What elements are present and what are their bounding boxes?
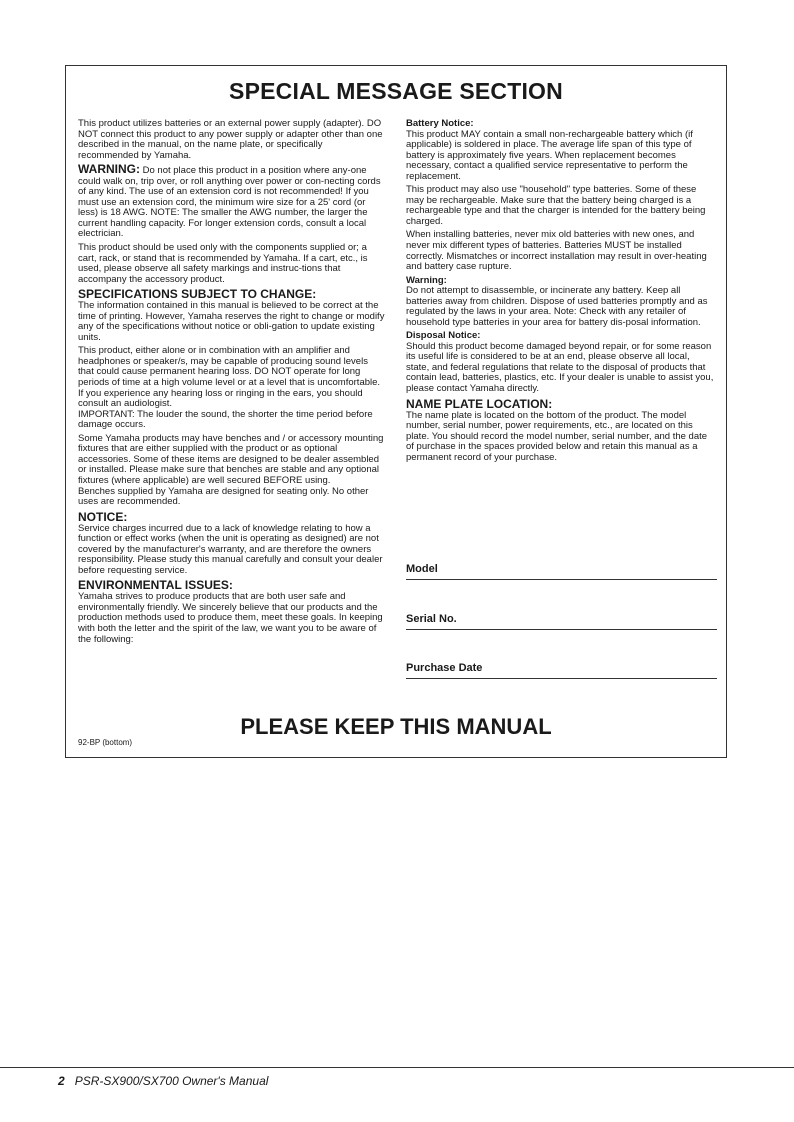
page-number: 2: [58, 1074, 65, 1088]
specifications-paragraph: The information contained in this manual is believed to be correct at the time of printing. However, Yamaha reserves the right to change or modify any of the specifications without notice or obli-gation to update existing units.: [78, 300, 385, 343]
specifications-heading: SPECIFICATIONS SUBJECT TO CHANGE:: [78, 287, 317, 302]
purchase-date-label: Purchase Date: [406, 662, 483, 674]
footer-rule: [0, 1067, 794, 1068]
battery-warning-paragraph: Do not attempt to disassemble, or incinerate any battery. Keep all batteries away from children. Dispose of used batteries promptly and as regulated by the laws in your area. Note: Check with any retailer of household type batteries in your area for battery dis-posal information.: [406, 285, 708, 328]
battery-paragraph-2: This product may also use "household" type batteries. Some of these may be rechargeable. Make sure that the battery being charged is a rechargeable type and that the charger is intended for the battery being charged.: [406, 184, 706, 227]
environmental-paragraph: Yamaha strives to produce products that are both user safe and environmentally friendly. We sincerely believe that our products and the production methods used to produce them, meet these goals. In keeping with both the letter and the spirit of the law, we want you to be aware of the following:: [78, 591, 383, 645]
serial-line: [406, 629, 717, 630]
battery-paragraph-1: This product MAY contain a small non-rechargeable battery which (if applicable) is soldered in place. The average life span of this type of battery is approximately five years. When replacement becomes necessary, contact a qualified service representative to perform the replacement.: [406, 128, 693, 182]
document-code: 92-BP (bottom): [78, 738, 133, 747]
hearing-paragraph: This product, either alone or in combination with an amplifier and headphones or speaker/s, may be capable of producing sound levels that could cause permanent hearing loss. DO NOT operate for long periods of time at a high volume level or at a level that is uncomfortable. If you experience any hearing loss or ringing in the ears, you should consult an audiologist.: [78, 345, 381, 410]
section-title: SPECIAL MESSAGE SECTION: [229, 78, 563, 104]
notice-paragraph: Service charges incurred due to a lack of knowledge relating to how a function or effect works (when the unit is operating as designed) are not covered by the manufacturer's warranty, and are therefore the owners responsibility. Please study this manual carefully and consult your dealer before requesting service.: [78, 522, 383, 576]
warning-heading: Warning:: [406, 274, 447, 286]
battery-heading: Battery Notice:: [406, 118, 474, 129]
name-plate-paragraph: The name plate is located on the bottom of the product. The model number, serial number, power requirements, etc., are located on this plate. You should record the model number, serial number, and the date of purchase in the spaces provided below and retain this manual as a permanent record of your purchase.: [406, 409, 708, 463]
page-footer: [58, 1074, 268, 1088]
purchase-date-line: [406, 678, 717, 679]
serial-label: Serial No.: [406, 612, 457, 625]
important-paragraph: IMPORTANT: The louder the sound, the shorter the time period before damage occurs.: [78, 408, 373, 431]
record-fields: [406, 560, 717, 709]
warning-paragraph: [78, 164, 385, 240]
benches-paragraph: Some Yamaha products may have benches and / or accessory mounting fixtures that are either supplied with the product or as optional accessories. Some of these items are designed to be dealer assembled or installed. Please make sure that benches are stable and any optional fixtures (where applicable) are well secured BEFORE using.: [78, 432, 384, 486]
left-column: [78, 119, 385, 648]
right-column: [406, 119, 715, 466]
model-line: [406, 579, 717, 580]
disposal-paragraph: Should this product become damaged beyond repair, or for some reason its useful life is considered to be at an end, please observe all local, state, and federal regulations that relate to the disposal of products that contain lead, batteries, plastics, etc. If your dealer is unable to assist you, please contact Yamaha directly.: [406, 340, 714, 394]
components-paragraph: This product should be used only with the components supplied or; a cart, rack, or stand that is recommended by Yamaha. If a cart, etc., is used, please observe all safety markings and instruc-tions that accompany the accessory product.: [78, 242, 368, 285]
model-field: [406, 560, 717, 610]
special-message-box: [65, 65, 727, 758]
manual-title: PSR-SX900/SX700 Owner's Manual: [74, 1074, 269, 1088]
disposal-heading: Disposal Notice:: [406, 330, 481, 342]
environmental-heading: ENVIRONMENTAL ISSUES:: [78, 578, 233, 593]
warning-text: Do not place this product in a position where any-one could walk on, trip over, or roll anything over power or con-necting cords of any kind. The use of an extension cord is not recommended! If you must use an extension cord, the minimum wire size for a 25' cord (or less) is 18 AWG. NOTE: The smaller the AWG number, the larger the current handling capacity. For longer extension cords, consult a local electrician.: [78, 165, 381, 240]
battery-paragraph-3: When installing batteries, never mix old batteries with new ones, and never mix different types of batteries. Batteries MUST be installed correctly. Mismatches or incorrect installation may result in over-heating and battery case rupture.: [406, 229, 707, 273]
power-supply-paragraph: This product utilizes batteries or an external power supply (adapter). DO NOT connect this product to any power supply or adapter other than one described in the manual, on the name plate, or specifically recommended by Yamaha.: [78, 118, 383, 161]
name-plate-heading: NAME PLATE LOCATION:: [406, 396, 553, 411]
keep-manual-banner: PLEASE KEEP THIS MANUAL: [240, 714, 552, 739]
serial-field: [406, 610, 717, 660]
model-label: Model: [406, 563, 438, 575]
warning-lead: WARNING:: [78, 162, 140, 177]
benches-seating-paragraph: Benches supplied by Yamaha are designed for seating only. No other uses are recommended.: [78, 485, 369, 508]
purchase-date-field: [406, 659, 717, 709]
notice-heading: NOTICE:: [78, 509, 128, 524]
